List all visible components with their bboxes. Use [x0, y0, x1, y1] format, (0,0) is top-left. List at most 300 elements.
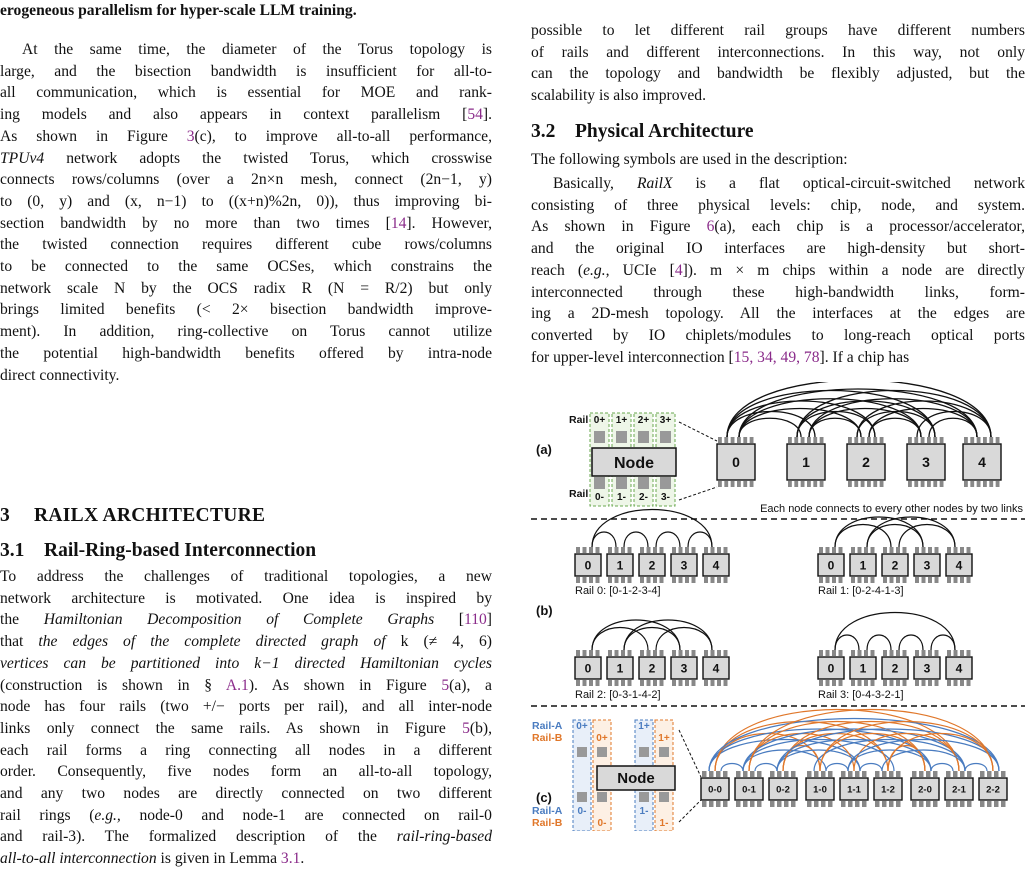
chip-pin	[821, 801, 826, 807]
chip-pin	[922, 577, 926, 583]
chip-pin	[848, 801, 853, 807]
chip-pin	[919, 771, 924, 777]
chip-pin	[596, 577, 600, 583]
node-chip-2-label: 2	[862, 454, 870, 471]
chip-pin	[919, 801, 924, 807]
text-line: scalability is also improved.	[531, 87, 706, 105]
chip-pin	[921, 481, 925, 487]
chip-pin	[692, 577, 696, 583]
chip-pin	[788, 437, 792, 443]
chip-pin	[826, 547, 830, 553]
text-line: the twisted connection requires different cube rows/columns	[0, 236, 492, 254]
rail-ring-label: Rail 0: [0-1-2-3-4]	[575, 585, 661, 597]
chip-pin	[954, 680, 958, 686]
chip-pin	[737, 481, 741, 487]
chip-pin	[839, 680, 843, 686]
section-title: RAILX ARCHITECTURE	[34, 505, 266, 526]
chip-pin	[964, 481, 968, 487]
chip-pin	[628, 680, 632, 686]
rail-ring-link	[931, 635, 955, 650]
rail-a-local-link	[826, 764, 848, 772]
text-line: large, and the bisection bandwidth is insufficient for all-to-	[0, 62, 492, 80]
ring-chip-2-label: 2	[891, 558, 899, 573]
rail-port-minus: 3-	[661, 492, 670, 503]
chip-pin	[672, 577, 676, 583]
section-number: 3	[0, 505, 11, 526]
chip-pin	[880, 481, 884, 487]
chip-pin	[709, 771, 714, 777]
rail-port-plus: 3+	[659, 415, 672, 426]
chip-pin	[960, 650, 964, 656]
chip-pin	[716, 801, 721, 807]
chip-pin	[717, 680, 721, 686]
chip-pin	[883, 547, 887, 553]
chip-pin	[750, 801, 755, 807]
chip-pin	[947, 547, 951, 553]
chip-pin	[784, 771, 789, 777]
chip-pin	[660, 650, 664, 656]
chip-pin	[882, 801, 887, 807]
text-line: network scale N by the OCS radix R (N = R/2) but only	[0, 279, 492, 297]
chip-pin	[702, 801, 707, 807]
chip-pin	[596, 650, 600, 656]
chip-pin	[889, 801, 894, 807]
chip-pin	[692, 547, 696, 553]
zoom-line	[679, 800, 701, 822]
rail-ring-link	[688, 532, 712, 547]
chip-pin	[711, 680, 715, 686]
chip-pin	[1001, 801, 1006, 807]
rail-port-plus: 1+	[615, 415, 628, 426]
rail-c-port-plus: 1+	[638, 721, 650, 732]
rail-ring-label: Rail 3: [0-4-3-2-1]	[818, 689, 904, 701]
chip-pin	[583, 680, 587, 686]
rail-port-minus: 0-	[595, 492, 604, 503]
ring-chip-4-label: 4	[712, 661, 720, 676]
chip-pin	[871, 680, 875, 686]
chip-pin	[926, 801, 931, 807]
chip-pin	[935, 650, 939, 656]
chip-pin	[947, 577, 951, 583]
chip-pin	[940, 437, 944, 443]
chip-pin	[1001, 771, 1006, 777]
chip-pin	[615, 547, 619, 553]
text-line: and any two nodes are directly connected on two different	[0, 785, 492, 802]
rail-chip-0-0-label: 0-0	[708, 784, 722, 796]
chip-pin	[589, 547, 593, 553]
section-number: 3.2	[531, 121, 556, 142]
text-line: connects rows/columns (over a 2n×n mesh, connect (2n−1, y)	[0, 171, 492, 189]
chip-pin	[967, 547, 971, 553]
chip-pin	[935, 547, 939, 553]
zoom-line	[679, 730, 701, 777]
chip-pin	[711, 577, 715, 583]
chip-pin	[851, 547, 855, 553]
zoom-line	[679, 422, 717, 441]
chip-pin	[832, 547, 836, 553]
chip-pin	[743, 481, 747, 487]
port-pin	[660, 477, 671, 489]
text-line: links only connect the same rails. As shown in Figure 5(b),	[0, 719, 492, 737]
chip-pin	[660, 547, 664, 553]
panel-b-label: (b)	[536, 603, 553, 618]
chip-pin	[832, 680, 836, 686]
chip-pin	[889, 771, 894, 777]
rail-c-port-minus: 0-	[597, 818, 607, 829]
section-title: Rail-Ring-based Interconnection	[44, 540, 317, 561]
chip-pin	[953, 801, 958, 807]
chip-pin	[711, 650, 715, 656]
port-pin	[594, 477, 605, 489]
chip-pin	[960, 547, 964, 553]
chip-pin	[621, 547, 625, 553]
chip-pin	[967, 771, 972, 777]
chip-pin	[828, 771, 833, 777]
chip-pin	[589, 650, 593, 656]
chip-pin	[927, 437, 931, 443]
rail-ring-link	[835, 613, 955, 651]
chip-pin	[960, 771, 965, 777]
rail-ring-link	[899, 635, 923, 650]
chip-pin	[583, 547, 587, 553]
chip-pin	[855, 771, 860, 777]
panel-a-label: (a)	[536, 442, 552, 457]
chip-pin	[839, 577, 843, 583]
chip-pin	[940, 481, 944, 487]
chip-pin	[871, 650, 875, 656]
chip-pin	[807, 771, 812, 777]
chip-pin	[871, 547, 875, 553]
chip-pin	[947, 650, 951, 656]
rail-ring-link	[592, 510, 712, 548]
chip-pin	[608, 650, 612, 656]
text-line: ment). In addition, ring-collective on Torus cannot utilize	[0, 323, 492, 341]
chip-pin	[794, 481, 798, 487]
node-chip-3-label: 3	[922, 454, 930, 471]
chip-pin	[826, 650, 830, 656]
text-line: At the same time, the diameter of the Torus topology is	[22, 41, 492, 58]
text-line: order. Consequently, five nodes form an all-to-all topology,	[0, 763, 492, 781]
text-line: each rail forms a ring connecting all nodes in a different	[0, 741, 492, 759]
chip-pin	[996, 437, 1000, 443]
chip-pin	[967, 650, 971, 656]
chip-pin	[807, 481, 811, 487]
chip-pin	[750, 481, 754, 487]
chip-pin	[862, 801, 867, 807]
chip-pin	[928, 650, 932, 656]
chip-pin	[861, 437, 865, 443]
chip-pin	[890, 577, 894, 583]
chip-pin	[736, 801, 741, 807]
chip-pin	[954, 577, 958, 583]
port-pin	[660, 431, 671, 443]
chip-pin	[791, 771, 796, 777]
chip-pin	[621, 680, 625, 686]
chip-pin	[915, 650, 919, 656]
rail-chip-0-2-label: 0-2	[776, 784, 790, 796]
ring-chip-3-label: 3	[680, 558, 688, 573]
chip-pin	[679, 577, 683, 583]
text-line: reach (e.g., UCIe [4]). m × m chips within a node are directly	[531, 261, 1025, 279]
chip-pin	[946, 801, 951, 807]
ring-chip-0-label: 0	[827, 558, 835, 573]
node-chip-1-label: 1	[802, 454, 810, 471]
chip-pin	[685, 650, 689, 656]
chip-pin	[987, 771, 992, 777]
chip-pin	[867, 481, 871, 487]
chip-pin	[672, 650, 676, 656]
chip-pin	[946, 771, 951, 777]
chip-pin	[954, 650, 958, 656]
chip-pin	[770, 771, 775, 777]
chip-pin	[983, 481, 987, 487]
text-line: the potential high-bandwidth benefits offered by intra-node	[0, 344, 492, 362]
chip-pin	[922, 680, 926, 686]
ring-chip-2-label: 2	[891, 661, 899, 676]
chip-pin	[724, 680, 728, 686]
chip-pin	[576, 650, 580, 656]
chip-pin	[615, 680, 619, 686]
chip-pin	[640, 680, 644, 686]
node-chip-4-label: 4	[978, 454, 986, 471]
caption-a: Each node connects to every other nodes by two links	[760, 503, 1023, 515]
text-line: to be connected to the same OCSes, which constrains the	[0, 258, 492, 275]
chip-pin	[928, 680, 932, 686]
chip-pin	[854, 481, 858, 487]
chip-pin	[724, 577, 728, 583]
chip-pin	[848, 771, 853, 777]
chip-pin	[589, 577, 593, 583]
rail-port-minus: 1-	[617, 492, 626, 503]
chip-pin	[819, 650, 823, 656]
chip-pin	[717, 577, 721, 583]
chip-pin	[794, 437, 798, 443]
chip-pin	[855, 801, 860, 807]
chip-pin	[960, 680, 964, 686]
chip-pin	[723, 771, 728, 777]
chip-pin	[848, 481, 852, 487]
chip-pin	[967, 577, 971, 583]
chip-pin	[896, 577, 900, 583]
text-line: network architecture is motivated. One idea is inspired by	[0, 589, 492, 607]
chip-pin	[914, 437, 918, 443]
rail-ring-label: Rail 1: [0-2-4-1-3]	[818, 585, 904, 597]
chip-pin	[964, 437, 968, 443]
chip-pin	[750, 771, 755, 777]
figure-railx-topology	[531, 382, 1025, 831]
chip-pin	[896, 801, 901, 807]
port-pin	[639, 792, 649, 802]
chip-pin	[858, 650, 862, 656]
chip-pin	[873, 481, 877, 487]
chip-pin	[702, 771, 707, 777]
chip-pin	[960, 801, 965, 807]
chip-pin	[980, 801, 985, 807]
rail-b-label-top: Rail-B	[532, 732, 563, 744]
chip-pin	[903, 650, 907, 656]
chip-pin	[935, 577, 939, 583]
chip-pin	[903, 680, 907, 686]
text-line: brings limited benefits (< 2× bisection bandwidth improve-	[0, 301, 492, 319]
chip-pin	[716, 771, 721, 777]
rail-chip-0-1-label: 0-1	[742, 784, 756, 796]
section-3-2-heading	[531, 120, 754, 144]
chip-pin	[718, 481, 722, 487]
chip-pin	[750, 437, 754, 443]
rail-c-port-plus: 1+	[658, 733, 670, 744]
chip-pin	[576, 547, 580, 553]
chip-pin	[608, 680, 612, 686]
chip-pin	[777, 771, 782, 777]
text-line: for upper-level interconnection [15, 34, 49, 78]. If a chip has	[531, 348, 910, 366]
chip-pin	[960, 577, 964, 583]
text-line: possible to let different rail groups have different numbers	[531, 22, 1025, 39]
text-line: To address the challenges of traditional topologies, a new	[0, 568, 492, 585]
chip-pin	[640, 650, 644, 656]
node-label-c: Node	[617, 770, 655, 787]
chip-pin	[882, 771, 887, 777]
chip-pin	[653, 650, 657, 656]
chip-pin	[692, 680, 696, 686]
chip-pin	[685, 577, 689, 583]
ring-chip-2-label: 2	[648, 661, 656, 676]
rail-ring-link	[835, 635, 859, 650]
chip-pin	[864, 547, 868, 553]
chip-pin	[723, 801, 728, 807]
chip-pin	[848, 437, 852, 443]
chip-pin	[954, 547, 958, 553]
chip-pin	[679, 680, 683, 686]
text-line: ing a 2D-mesh topology. All the interfaces at the edges are	[531, 305, 1025, 323]
chip-pin	[640, 577, 644, 583]
chip-pin	[704, 650, 708, 656]
chip-pin	[977, 481, 981, 487]
text-line: all communication, which is essential for MOE and rank-	[0, 84, 492, 102]
chip-pin	[862, 771, 867, 777]
chip-pin	[679, 547, 683, 553]
chip-pin	[692, 650, 696, 656]
chip-pin	[933, 801, 938, 807]
chip-pin	[967, 801, 972, 807]
chip-pin	[709, 801, 714, 807]
rail-label-top: Rail	[569, 414, 589, 426]
chip-pin	[883, 577, 887, 583]
text-line: (construction is shown in § A.1). As shown in Figure 5(a), a	[0, 676, 492, 694]
rail-a-local-link	[965, 764, 987, 772]
chip-pin	[914, 481, 918, 487]
chip-pin	[819, 577, 823, 583]
text-line: consisting of three physical levels: chip, node, and system.	[531, 196, 1025, 214]
chip-pin	[807, 801, 812, 807]
chip-pin	[967, 680, 971, 686]
chip-pin	[736, 771, 741, 777]
text-line: ing models and also appears in context parallelism [54].	[0, 106, 492, 124]
chip-pin	[858, 547, 862, 553]
intro-tail: erogeneous parallelism for hyper-scale LLM training.	[0, 2, 357, 19]
text-line: and rail-3). The formalized description of the rail-ring-based	[0, 828, 492, 846]
rail-chip-2-0-label: 2-0	[918, 784, 932, 796]
text-line: As shown in Figure 6(a), each chip is a processor/accelerator,	[531, 218, 1025, 236]
chip-pin	[933, 437, 937, 443]
chip-pin	[912, 801, 917, 807]
rail-c-port-minus: 1-	[639, 806, 649, 817]
chip-pin	[685, 680, 689, 686]
chip-pin	[890, 650, 894, 656]
rail-a-local-link	[721, 764, 743, 772]
port-pin	[577, 792, 587, 802]
chip-pin	[896, 650, 900, 656]
chip-pin	[777, 801, 782, 807]
chip-pin	[628, 577, 632, 583]
chip-pin	[841, 801, 846, 807]
rail-ring-link	[835, 517, 923, 547]
chip-pin	[660, 680, 664, 686]
chip-pin	[926, 771, 931, 777]
chip-pin	[640, 547, 644, 553]
section-number: 3.1	[0, 540, 25, 561]
chip-pin	[864, 650, 868, 656]
chip-pin	[718, 437, 722, 443]
ring-chip-3-label: 3	[923, 661, 931, 676]
rail-a-local-link	[755, 764, 777, 772]
chip-pin	[851, 650, 855, 656]
chip-pin	[903, 547, 907, 553]
chip-pin	[770, 801, 775, 807]
text-line: all-to-all interconnection is given in Lemma 3.1.	[0, 850, 305, 868]
chip-pin	[589, 680, 593, 686]
chip-pin	[896, 680, 900, 686]
chip-pin	[896, 547, 900, 553]
chip-pin	[826, 577, 830, 583]
chip-pin	[864, 577, 868, 583]
rail-a-link	[709, 719, 999, 772]
chip-pin	[832, 650, 836, 656]
section-3-heading	[0, 504, 265, 528]
chip-pin	[704, 577, 708, 583]
text-line: section bandwidth by no more than two times [14]. However,	[0, 214, 492, 232]
rail-ring-link	[867, 635, 891, 650]
chip-pin	[927, 481, 931, 487]
chip-pin	[711, 547, 715, 553]
port-pin	[659, 747, 669, 757]
chip-pin	[628, 650, 632, 656]
chip-pin	[915, 547, 919, 553]
chip-pin	[989, 481, 993, 487]
rail-port-minus: 2-	[639, 492, 648, 503]
chip-pin	[970, 437, 974, 443]
chip-pin	[814, 801, 819, 807]
rail-ring-link	[592, 620, 680, 650]
text-line: that the edges of the complete directed graph of k (≠ 4, 6)	[0, 633, 492, 651]
chip-pin	[873, 437, 877, 443]
chip-pin	[903, 577, 907, 583]
chip-pin	[858, 680, 862, 686]
chip-pin	[596, 547, 600, 553]
chip-pin	[883, 650, 887, 656]
chip-pin	[980, 771, 985, 777]
ring-chip-3-label: 3	[680, 661, 688, 676]
text-line: Basically, RailX is a flat optical-circuit-switched network	[553, 175, 1025, 192]
chip-pin	[737, 437, 741, 443]
chip-pin	[743, 801, 748, 807]
rail-chip-1-1-label: 1-1	[847, 784, 861, 796]
chip-pin	[814, 771, 819, 777]
chip-pin	[908, 437, 912, 443]
chip-pin	[615, 650, 619, 656]
chip-pin	[621, 577, 625, 583]
chip-pin	[672, 680, 676, 686]
text-line: rail rings (e.g., node-0 and node-1 are connected on rail-0	[0, 806, 492, 824]
